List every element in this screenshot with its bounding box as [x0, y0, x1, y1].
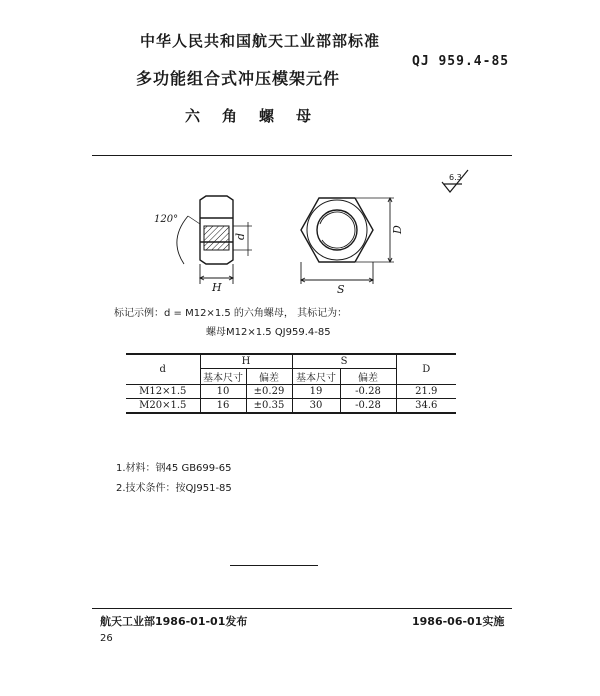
header-H-basic: 基本尺寸	[200, 369, 246, 385]
dim-S-label: S	[337, 283, 345, 296]
cell-d: M20×1.5	[126, 399, 200, 414]
hex-nut-drawing	[92, 160, 512, 300]
header-d: d	[126, 354, 200, 385]
dim-H-label: H	[212, 281, 222, 294]
header-D: D	[396, 354, 456, 385]
note-technical-conditions: 2.技术条件：按QJ951-85	[116, 483, 232, 494]
header-S-basic: 基本尺寸	[292, 369, 340, 385]
marking-example-line2: 螺母M12×1.5 QJ959.4-85	[206, 327, 331, 338]
marking-example-line1	[114, 304, 347, 319]
note-material: 1.材料：钢45 GB699-65	[116, 463, 232, 474]
cell-H: 16	[200, 399, 246, 414]
cell-S-dev: -0.28	[340, 385, 396, 399]
document-title: 多功能组合式冲压模架元件	[136, 69, 341, 88]
dim-D-label: D	[391, 225, 404, 234]
angle-label: 120°	[154, 214, 179, 225]
table-row	[126, 385, 456, 399]
end-rule	[230, 565, 318, 566]
page-number: 26	[100, 633, 113, 644]
header-H-deviation: 偏差	[246, 369, 292, 385]
cell-D: 34.6	[396, 399, 456, 414]
cell-S-dev: -0.28	[340, 399, 396, 414]
dim-d-label: d	[234, 232, 247, 240]
header-S: S	[292, 354, 396, 369]
top-rule	[92, 155, 512, 156]
cell-H-dev: ±0.29	[246, 385, 292, 399]
nut-top-view	[301, 198, 394, 284]
cell-S: 19	[292, 385, 340, 399]
issue-date: 航天工业部1986-01-01发布	[100, 615, 248, 628]
standard-number: QJ 959.4-85	[412, 54, 510, 69]
dimension-table	[126, 353, 456, 414]
header-S-deviation: 偏差	[340, 369, 396, 385]
cell-H: 10	[200, 385, 246, 399]
marking-example-body: d = M12×1.5 的六角螺母， 其标记为：	[164, 308, 348, 319]
roughness-value: 6.3	[449, 173, 462, 182]
cell-D: 21.9	[396, 385, 456, 399]
header-H: H	[200, 354, 292, 369]
marking-example-prefix: 标记示例：	[114, 308, 164, 319]
cell-d: M12×1.5	[126, 385, 200, 399]
document-subtitle: 六角螺母	[185, 107, 334, 125]
bottom-rule	[92, 608, 512, 609]
table-row	[126, 399, 456, 414]
cell-S: 30	[292, 399, 340, 414]
implementation-date: 1986-06-01实施	[412, 615, 505, 628]
issuing-organization: 中华人民共和国航天工业部部标准	[140, 32, 381, 50]
cell-H-dev: ±0.35	[246, 399, 292, 414]
